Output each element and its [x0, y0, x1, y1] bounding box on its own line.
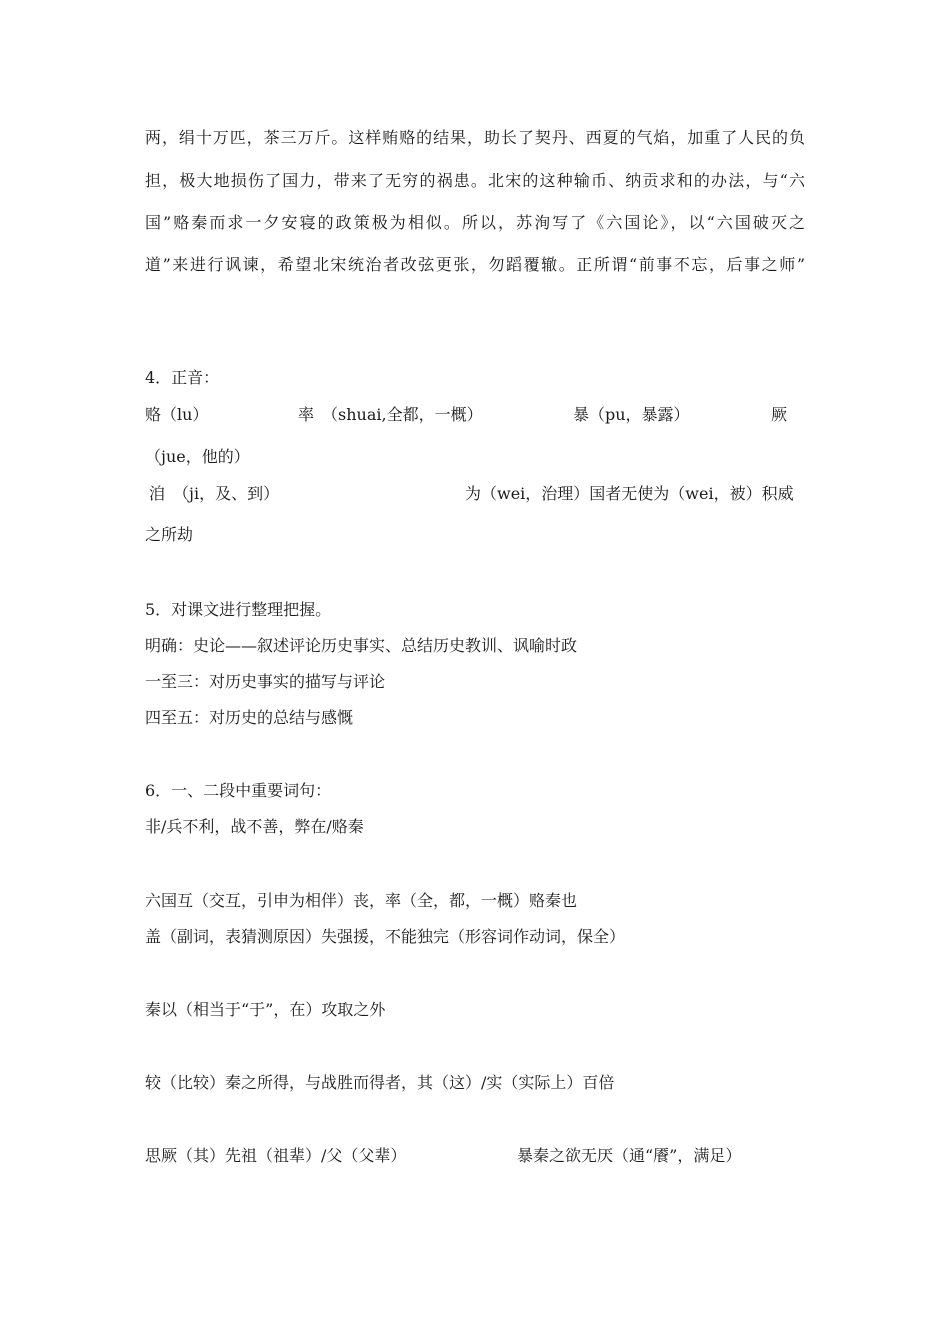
pronunciation-item: 赂（lu） — [145, 405, 209, 424]
text-line: 四至五：对历史的总结与感慨 — [145, 708, 354, 727]
text-line: 明确：史论——叙述评论历史事实、总结历史教训、讽喻时政 — [145, 636, 578, 655]
section-heading: 6．一、二段中重要词句： — [145, 781, 332, 800]
paragraph-line: 两，绢十万匹，茶三万斤。这样贿赂的结果，助长了契丹、西夏的气焰，加重了人民的负 — [145, 128, 805, 147]
pronunciation-item: 暴（pu，暴露） — [573, 405, 690, 424]
text-line: 盖（副词，表猜测原因）失强援，不能独完（形容词作动词，保全） — [145, 927, 626, 946]
text-line: 较（比较）秦之所得，与战胜而得者，其（这）/实（实际上）百倍 — [145, 1073, 615, 1092]
paragraph-line: 道”来进行讽谏，希望北宋统治者改弦更张，勿蹈覆辙。正所谓“前事不忘，后事之师” — [145, 255, 805, 274]
text-line: 六国互（交互，引申为相伴）丧，率（全，都，一概）赂秦也 — [145, 891, 578, 910]
paragraph-line: 国”赂秦而求一夕安寝的政策极为相似。所以，苏洵写了《六国论》，以“六国破灭之 — [145, 213, 805, 232]
text-line: 思厥（其）先祖（祖辈）/父（父辈） — [145, 1146, 407, 1165]
section-heading: 4．正音： — [145, 368, 220, 387]
pronunciation-item: 洎 （ji，及、到） — [149, 484, 280, 503]
pronunciation-item: （jue，他的） — [145, 447, 250, 466]
text-line: 一至三：对历史事实的描写与评论 — [145, 672, 386, 691]
pronunciation-item: 为（wei，治理）国者无使为（wei，被）积威 — [465, 484, 794, 503]
text-line: 暴秦之欲无厌（通“餍”，满足） — [517, 1146, 742, 1165]
text-line: 秦以（相当于“于”，在）攻取之外 — [145, 1000, 386, 1019]
pronunciation-item: 之所劫 — [145, 525, 194, 544]
text-line: 非/兵不利，战不善，弊在/赂秦 — [145, 817, 364, 836]
paragraph-line: 担，极大地损伤了国力，带来了无穷的祸患。北宋的这种输币、纳贡求和的办法，与“六 — [145, 171, 805, 190]
pronunciation-item: 厥 — [771, 405, 788, 424]
pronunciation-item: 率 （shuai,全都，一概） — [298, 405, 483, 424]
section-heading: 5．对课文进行整理把握。 — [145, 600, 332, 619]
